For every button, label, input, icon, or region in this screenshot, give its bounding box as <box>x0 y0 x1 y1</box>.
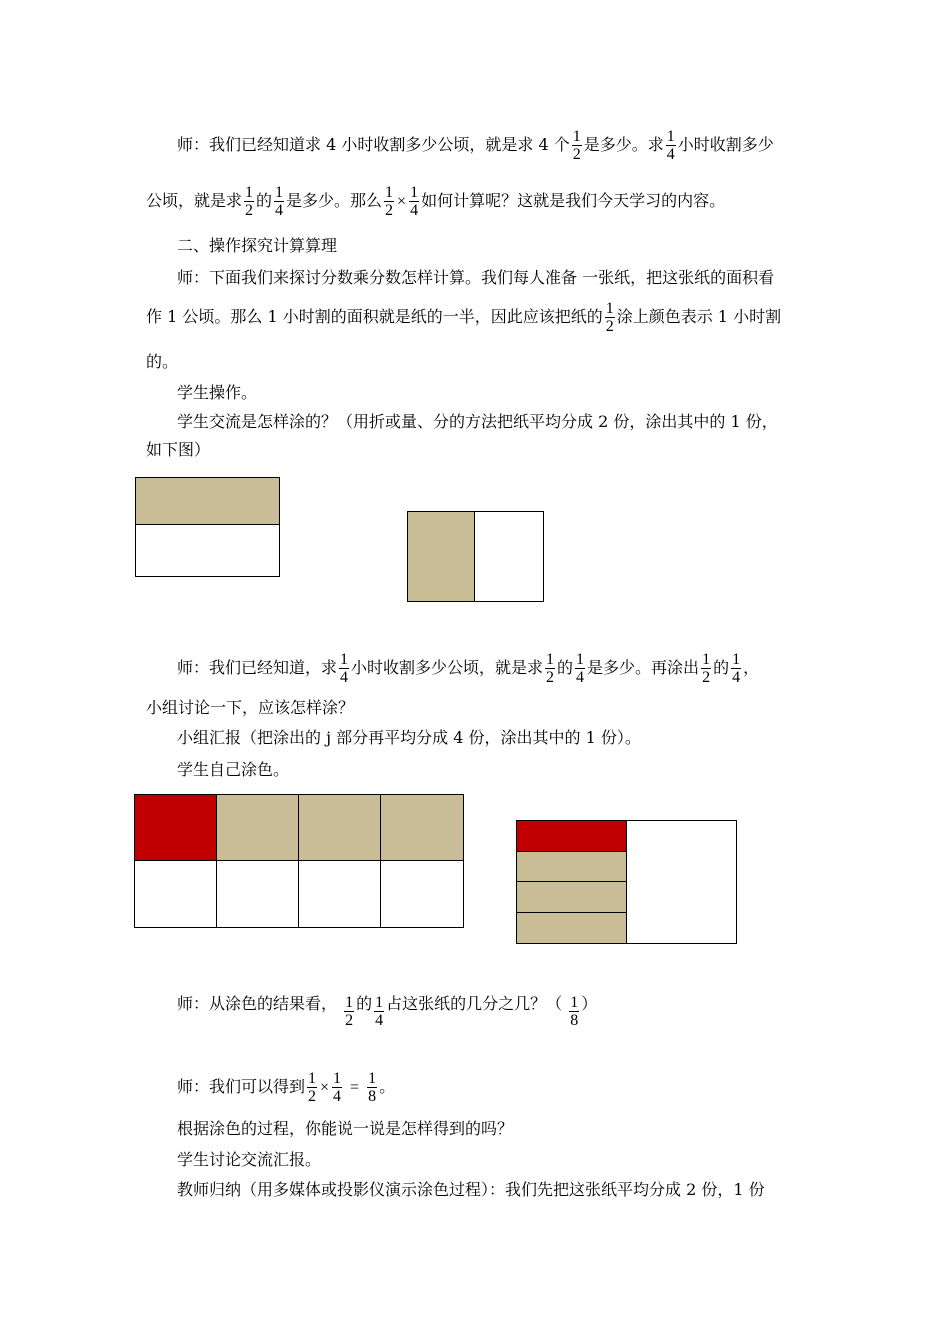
p2-line3: 的。 <box>146 352 179 371</box>
text: 的 <box>256 191 273 210</box>
shaded-half <box>408 512 475 601</box>
fraction-one-quarter <box>339 651 349 686</box>
p1-line2 <box>146 184 725 219</box>
p5-line2: 小组讨论一下，应该怎样涂？ <box>146 698 355 717</box>
p4-line1: 学生交流是怎样涂的？（用折或量、分的方法把纸平均分成 2 份，涂出其中的 1 份， <box>177 412 778 431</box>
p2-line2 <box>146 300 781 335</box>
fraction-one-half <box>545 651 555 686</box>
p8 <box>177 994 597 1029</box>
fraction-one-half <box>605 300 615 335</box>
p5-line1 <box>177 651 759 686</box>
fraction-one-quarter <box>409 184 419 219</box>
text: 公顷，就是求 <box>146 191 243 210</box>
denominator: 4 <box>375 1012 384 1029</box>
fraction-one-quarter <box>274 184 284 219</box>
shaded-cell <box>217 795 299 861</box>
numerator: 1 <box>340 651 349 668</box>
blank-cell <box>299 861 381 927</box>
numerator: 1 <box>345 994 354 1011</box>
denominator: 2 <box>702 669 711 686</box>
text: ， <box>743 658 760 677</box>
text: 是多少。那么 <box>286 191 383 210</box>
paper-half-horizontal <box>135 477 280 577</box>
numerator: 1 <box>275 184 284 201</box>
text: 的 <box>713 658 730 677</box>
shaded-cell <box>381 795 463 861</box>
numerator: 1 <box>570 994 579 1011</box>
text: 占这张纸的几分之几？（ <box>386 994 563 1013</box>
text: ） <box>581 994 598 1013</box>
denominator: 4 <box>732 669 741 686</box>
denominator: 2 <box>546 669 555 686</box>
times-sign: × <box>320 1079 330 1096</box>
p2-line1: 师：下面我们来探讨分数乘分数怎样计算。我们每人准备 一张纸，把这张纸的面积看 <box>177 268 775 287</box>
text: 小时收割多少 <box>677 135 774 154</box>
text: 。 <box>379 1077 396 1096</box>
equals-sign: = <box>350 1079 360 1096</box>
blank-cell <box>135 861 217 927</box>
p3: 学生操作。 <box>177 383 258 402</box>
text: 师：从涂色的结果看， <box>177 994 338 1013</box>
denominator: 2 <box>385 202 394 219</box>
fraction-one-half <box>384 184 394 219</box>
numerator: 1 <box>375 994 384 1011</box>
numerator: 1 <box>333 1070 342 1087</box>
highlighted-eighth <box>135 795 217 861</box>
numerator: 1 <box>546 651 555 668</box>
shaded-cell <box>517 913 627 943</box>
fraction-one-eighth <box>569 994 579 1029</box>
shaded-cell <box>517 882 627 913</box>
denominator: 2 <box>245 202 254 219</box>
shaded-half <box>136 478 279 525</box>
numerator: 1 <box>245 184 254 201</box>
p9 <box>177 1070 395 1105</box>
denominator: 2 <box>345 1012 354 1029</box>
p7: 学生自己涂色。 <box>177 760 290 779</box>
numerator: 1 <box>368 1070 377 1087</box>
p4-line2: 如下图） <box>146 440 211 459</box>
fraction-one-half <box>307 1070 317 1105</box>
numerator: 1 <box>732 651 741 668</box>
text: 涂上颜色表示 1 小时割 <box>616 307 782 326</box>
text: 的 <box>356 994 373 1013</box>
denominator: 4 <box>333 1088 342 1105</box>
denominator: 4 <box>275 202 284 219</box>
p10: 根据涂色的过程，你能说一说是怎样得到的吗？ <box>177 1119 514 1138</box>
fraction-one-eighth <box>367 1070 377 1105</box>
text: 师：我们可以得到 <box>177 1077 306 1096</box>
numerator: 1 <box>576 651 585 668</box>
denominator: 2 <box>605 318 614 335</box>
fraction-one-quarter <box>332 1070 342 1105</box>
p1-line1 <box>177 128 774 163</box>
shaded-cell <box>517 852 627 882</box>
times-sign: × <box>397 193 407 210</box>
paper-half-vertical <box>407 511 544 602</box>
denominator: 2 <box>308 1088 317 1105</box>
fraction-one-quarter <box>731 651 741 686</box>
text: 师：我们已经知道，求 <box>177 658 338 677</box>
numerator: 1 <box>666 128 675 145</box>
p6: 小组汇报（把涂出的 j 部分再平均分成 4 份，涂出其中的 1 份）。 <box>177 728 641 747</box>
blank-cell <box>381 861 463 927</box>
text: 师：我们已经知道求 4 小时收割多少公顷，就是求 4 个 <box>177 135 570 154</box>
fraction-one-half <box>572 128 582 163</box>
shaded-cell <box>299 795 381 861</box>
paper-grid-eighths <box>134 794 464 928</box>
fraction-one-half <box>244 184 254 219</box>
numerator: 1 <box>410 184 419 201</box>
fraction-one-half <box>701 651 711 686</box>
blank-cell <box>217 861 299 927</box>
denominator: 4 <box>340 669 349 686</box>
fraction-one-quarter <box>666 128 676 163</box>
text: 的 <box>557 658 574 677</box>
section-heading: 二、操作探究计算算理 <box>177 236 338 255</box>
numerator: 1 <box>385 184 394 201</box>
text: 小时收割多少公顷，就是求 <box>351 658 544 677</box>
highlighted-eighth <box>517 821 627 852</box>
text: 是多少。再涂出 <box>587 658 700 677</box>
denominator: 4 <box>666 146 675 163</box>
fraction-one-quarter <box>575 651 585 686</box>
numerator: 1 <box>702 651 711 668</box>
text: 如何计算呢？这就是我们今天学习的内容。 <box>421 191 726 210</box>
p12: 教师归纳（用多媒体或投影仪演示涂色过程）：我们先把这张纸平均分成 2 份，1 份 <box>177 1180 765 1199</box>
fraction-one-quarter <box>374 994 384 1029</box>
p11: 学生讨论交流汇报。 <box>177 1150 322 1169</box>
denominator: 4 <box>410 202 419 219</box>
denominator: 8 <box>368 1088 377 1105</box>
denominator: 4 <box>576 669 585 686</box>
denominator: 8 <box>570 1012 579 1029</box>
numerator: 1 <box>605 300 614 317</box>
denominator: 2 <box>572 146 581 163</box>
text: 作 1 公顷。那么 1 小时割的面积就是纸的一半，因此应该把纸的 <box>146 307 603 326</box>
numerator: 1 <box>308 1070 317 1087</box>
paper-split-quarters <box>516 820 737 944</box>
text: 是多少。求 <box>583 135 664 154</box>
fraction-one-half <box>344 994 354 1029</box>
numerator: 1 <box>572 128 581 145</box>
